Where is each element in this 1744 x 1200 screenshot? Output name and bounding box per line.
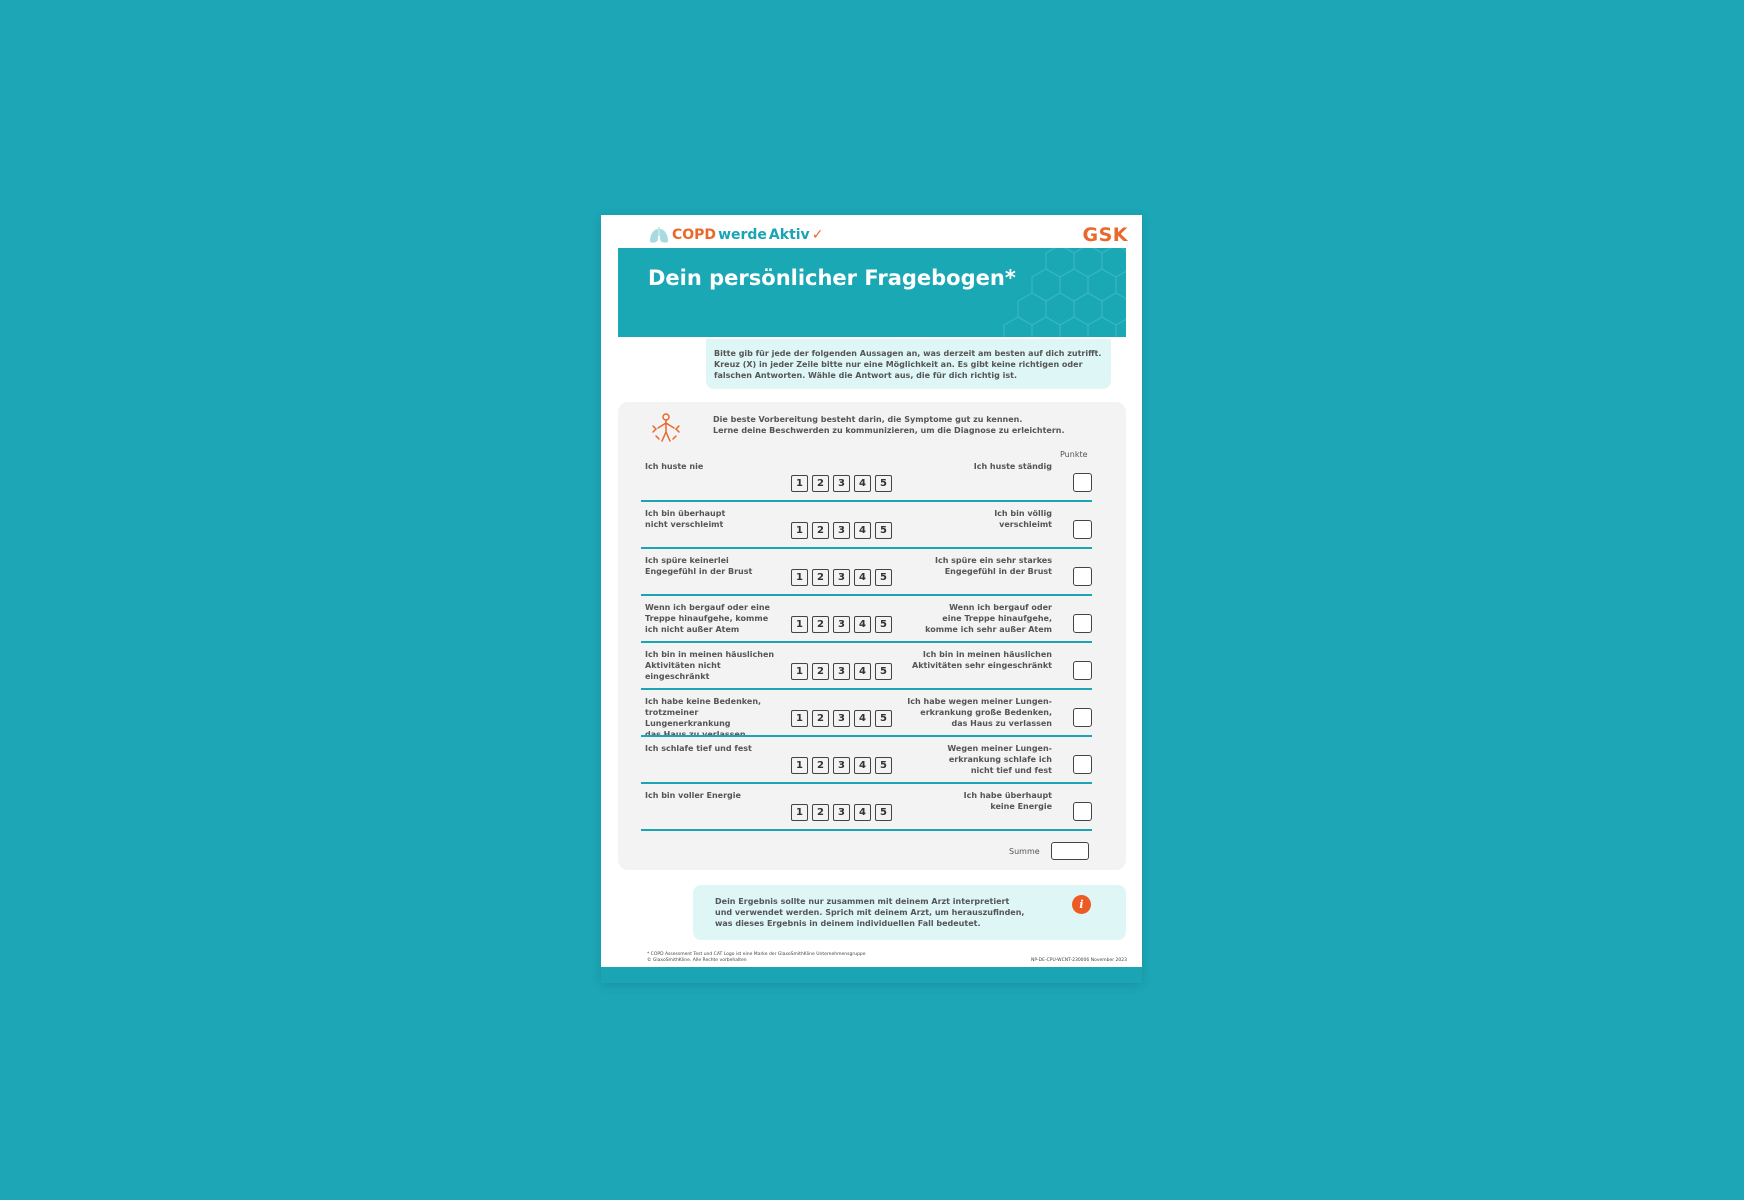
rating-option[interactable]: 3: [833, 569, 850, 586]
statement-line: keine Energie: [990, 802, 1052, 811]
statement-line: Ich bin überhaupt: [645, 509, 726, 518]
rating-option[interactable]: 5: [875, 522, 892, 539]
rating-scale: [791, 522, 892, 539]
row-divider: [641, 829, 1092, 831]
hexagon-pattern: [946, 248, 1126, 337]
rating-option[interactable]: 3: [833, 804, 850, 821]
result-line: was dieses Ergebnis in deinem individuellen Fall bedeutet.: [715, 919, 981, 928]
question-left-statement: [645, 790, 775, 801]
statement-line: Wegen meiner Lungen-: [947, 744, 1052, 753]
statement-line: Ich huste ständig: [973, 462, 1052, 471]
rating-option[interactable]: 2: [812, 710, 829, 727]
rating-scale: [791, 663, 892, 680]
question-right-statement: [902, 696, 1052, 729]
points-box[interactable]: [1073, 661, 1092, 680]
rating-option[interactable]: 4: [854, 616, 871, 633]
statement-line: Aktivitäten nicht eingeschränkt: [645, 661, 721, 681]
question-left-statement: [645, 555, 775, 577]
gsk-logo: GSK: [1082, 224, 1128, 246]
rating-option[interactable]: 5: [875, 616, 892, 633]
statement-line: Ich spüre ein sehr starkes: [934, 556, 1052, 565]
footnote-line: * COPD Assessment Test und CAT Logo ist eine Marke der GlaxoSmithKline Unternehmensgruppe: [647, 952, 866, 957]
logo-werde: werde: [718, 227, 767, 243]
question-row: [641, 549, 1092, 596]
statement-line: Treppe hinaufgehe, komme: [645, 614, 769, 623]
instructions-line: Kreuz (X) in jeder Zeile bitte nur eine Möglichkeit an. Es gibt keine richtigen oder: [714, 360, 1083, 369]
page-title: Dein persönlicher Fragebogen*: [648, 266, 1016, 290]
rating-scale: [791, 804, 892, 821]
document-code: NP-DE-CPU-WCNT-230006 November 2023: [1031, 958, 1127, 963]
points-box[interactable]: [1073, 520, 1092, 539]
points-box[interactable]: [1073, 708, 1092, 727]
rating-option[interactable]: 2: [812, 616, 829, 633]
statement-line: Ich bin völlig: [994, 509, 1052, 518]
statement-line: Ich habe überhaupt: [963, 791, 1052, 800]
statement-line: nicht verschleimt: [645, 520, 724, 529]
bottom-band: [601, 967, 1142, 983]
statement-line: komme ich sehr außer Atem: [925, 625, 1052, 634]
tip-line: Lerne deine Beschwerden zu kommunizieren, um die Diagnose zu erleichtern.: [713, 426, 1065, 435]
copd-werde-aktiv-logo: [648, 225, 823, 245]
rating-option[interactable]: 4: [854, 569, 871, 586]
statement-line: Ich huste nie: [645, 462, 704, 471]
statement-line: nicht tief und fest: [970, 766, 1052, 775]
question-right-statement: [902, 461, 1052, 472]
rating-scale: [791, 475, 892, 492]
rating-option[interactable]: 1: [791, 663, 808, 680]
tip-text: [713, 414, 1065, 436]
rating-option[interactable]: 2: [812, 475, 829, 492]
question-right-statement: [902, 649, 1052, 671]
statement-line: Ich spüre keinerlei: [645, 556, 729, 565]
points-box[interactable]: [1073, 802, 1092, 821]
question-row: [641, 643, 1092, 690]
question-right-statement: [902, 743, 1052, 776]
statement-line: erkrankung schlafe ich: [948, 755, 1052, 764]
rating-option[interactable]: 3: [833, 475, 850, 492]
statement-line: ich nicht außer Atem: [645, 625, 740, 634]
footnote-line: © GlaxoSmithKline. Alle Rechte vorbehalten: [647, 958, 747, 963]
question-row: [641, 596, 1092, 643]
rating-option[interactable]: 2: [812, 522, 829, 539]
rating-option[interactable]: 1: [791, 522, 808, 539]
statement-line: Ich bin in meinen häuslichen: [922, 650, 1052, 659]
rating-option[interactable]: 2: [812, 757, 829, 774]
statement-line: eine Treppe hinaufgehe,: [942, 614, 1052, 623]
result-note: [693, 885, 1126, 940]
result-line: Dein Ergebnis sollte nur zusammen mit deinem Arzt interpretiert: [715, 897, 1010, 906]
rating-option[interactable]: 1: [791, 804, 808, 821]
statement-line: Aktivitäten sehr eingeschränkt: [912, 661, 1052, 670]
title-banner: [618, 248, 1126, 337]
questionnaire-document: [601, 215, 1142, 983]
logo-aktiv: Aktiv: [768, 227, 810, 243]
statement-line: erkrankung große Bedenken,: [920, 708, 1052, 717]
rating-scale: [791, 616, 892, 633]
question-row: [641, 690, 1092, 737]
question-right-statement: [902, 602, 1052, 635]
statement-line: Ich habe keine Bedenken,: [645, 697, 762, 706]
rating-option[interactable]: 2: [812, 804, 829, 821]
rating-option[interactable]: 4: [854, 663, 871, 680]
question-row: [641, 455, 1092, 502]
questions-card: [618, 402, 1126, 870]
rating-option[interactable]: 4: [854, 475, 871, 492]
rating-scale: [791, 757, 892, 774]
rating-scale: [791, 569, 892, 586]
statement-line: Wenn ich bergauf oder eine: [645, 603, 770, 612]
rating-option[interactable]: 1: [791, 616, 808, 633]
footnote: [647, 952, 866, 964]
rating-option[interactable]: 3: [833, 710, 850, 727]
rating-option[interactable]: 3: [833, 522, 850, 539]
rating-option[interactable]: 1: [791, 569, 808, 586]
sum-box[interactable]: [1051, 842, 1089, 860]
logo-check: ✓: [811, 227, 824, 243]
info-icon: i: [1072, 895, 1091, 914]
person-symptoms-icon: [649, 412, 683, 444]
question-left-statement: [645, 461, 775, 472]
rating-option[interactable]: 4: [854, 804, 871, 821]
points-box[interactable]: [1073, 614, 1092, 633]
question-left-statement: [645, 602, 775, 635]
rating-option[interactable]: 5: [875, 475, 892, 492]
instructions-box: [706, 339, 1111, 389]
question-left-statement: [645, 649, 775, 682]
rating-option[interactable]: 2: [812, 663, 829, 680]
question-left-statement: [645, 743, 775, 754]
statement-line: Ich habe wegen meiner Lungen-: [907, 697, 1052, 706]
tip-line: Die beste Vorbereitung besteht darin, die Symptome gut zu kennen.: [713, 415, 1023, 424]
rating-option[interactable]: 5: [875, 804, 892, 821]
rating-option[interactable]: 1: [791, 757, 808, 774]
rating-option[interactable]: 1: [791, 710, 808, 727]
rating-option[interactable]: 3: [833, 616, 850, 633]
rating-option[interactable]: 4: [854, 710, 871, 727]
statement-line: verschleimt: [999, 520, 1052, 529]
rating-option[interactable]: 5: [875, 757, 892, 774]
sum-label: Summe: [1009, 847, 1040, 856]
question-left-statement: [645, 508, 775, 530]
logo-copd: COPD: [672, 227, 717, 243]
points-box[interactable]: [1073, 567, 1092, 586]
instructions-line: falschen Antworten. Wähle die Antwort aus, die für dich richtig ist.: [714, 371, 1017, 380]
statement-line: das Haus zu verlassen: [951, 719, 1052, 728]
rating-option[interactable]: 5: [875, 710, 892, 727]
statement-line: Engegefühl in der Brust: [645, 567, 753, 576]
statement-line: Ich bin in meinen häuslichen: [645, 650, 775, 659]
question-right-statement: [902, 508, 1052, 530]
instructions-line: Bitte gib für jede der folgenden Aussagen an, was derzeit am besten auf dich zutrifft.: [714, 349, 1102, 358]
points-box[interactable]: [1073, 473, 1092, 492]
question-right-statement: [902, 790, 1052, 812]
question-row: [641, 784, 1092, 831]
rating-option[interactable]: 4: [854, 757, 871, 774]
statement-line: trotzmeiner Lungenerkrankung: [645, 708, 731, 728]
rating-option[interactable]: 4: [854, 522, 871, 539]
statement-line: Ich bin voller Energie: [645, 791, 741, 800]
result-line: und verwendet werden. Sprich mit deinem Arzt, um herauszufinden,: [715, 908, 1025, 917]
question-row: [641, 737, 1092, 784]
statement-line: Ich schlafe tief und fest: [645, 744, 752, 753]
statement-line: Engegefühl in der Brust: [944, 567, 1052, 576]
statement-line: Wenn ich bergauf oder: [949, 603, 1052, 612]
rating-option[interactable]: 3: [833, 757, 850, 774]
lungs-icon: [648, 227, 670, 244]
rating-option[interactable]: 5: [875, 569, 892, 586]
question-right-statement: [902, 555, 1052, 577]
question-row: [641, 502, 1092, 549]
rating-option[interactable]: 3: [833, 663, 850, 680]
rating-scale: [791, 710, 892, 727]
points-header: Punkte: [1060, 450, 1088, 459]
rating-option[interactable]: 2: [812, 569, 829, 586]
rating-option[interactable]: 1: [791, 475, 808, 492]
rating-option[interactable]: 5: [875, 663, 892, 680]
question-left-statement: [645, 696, 775, 740]
points-box[interactable]: [1073, 755, 1092, 774]
